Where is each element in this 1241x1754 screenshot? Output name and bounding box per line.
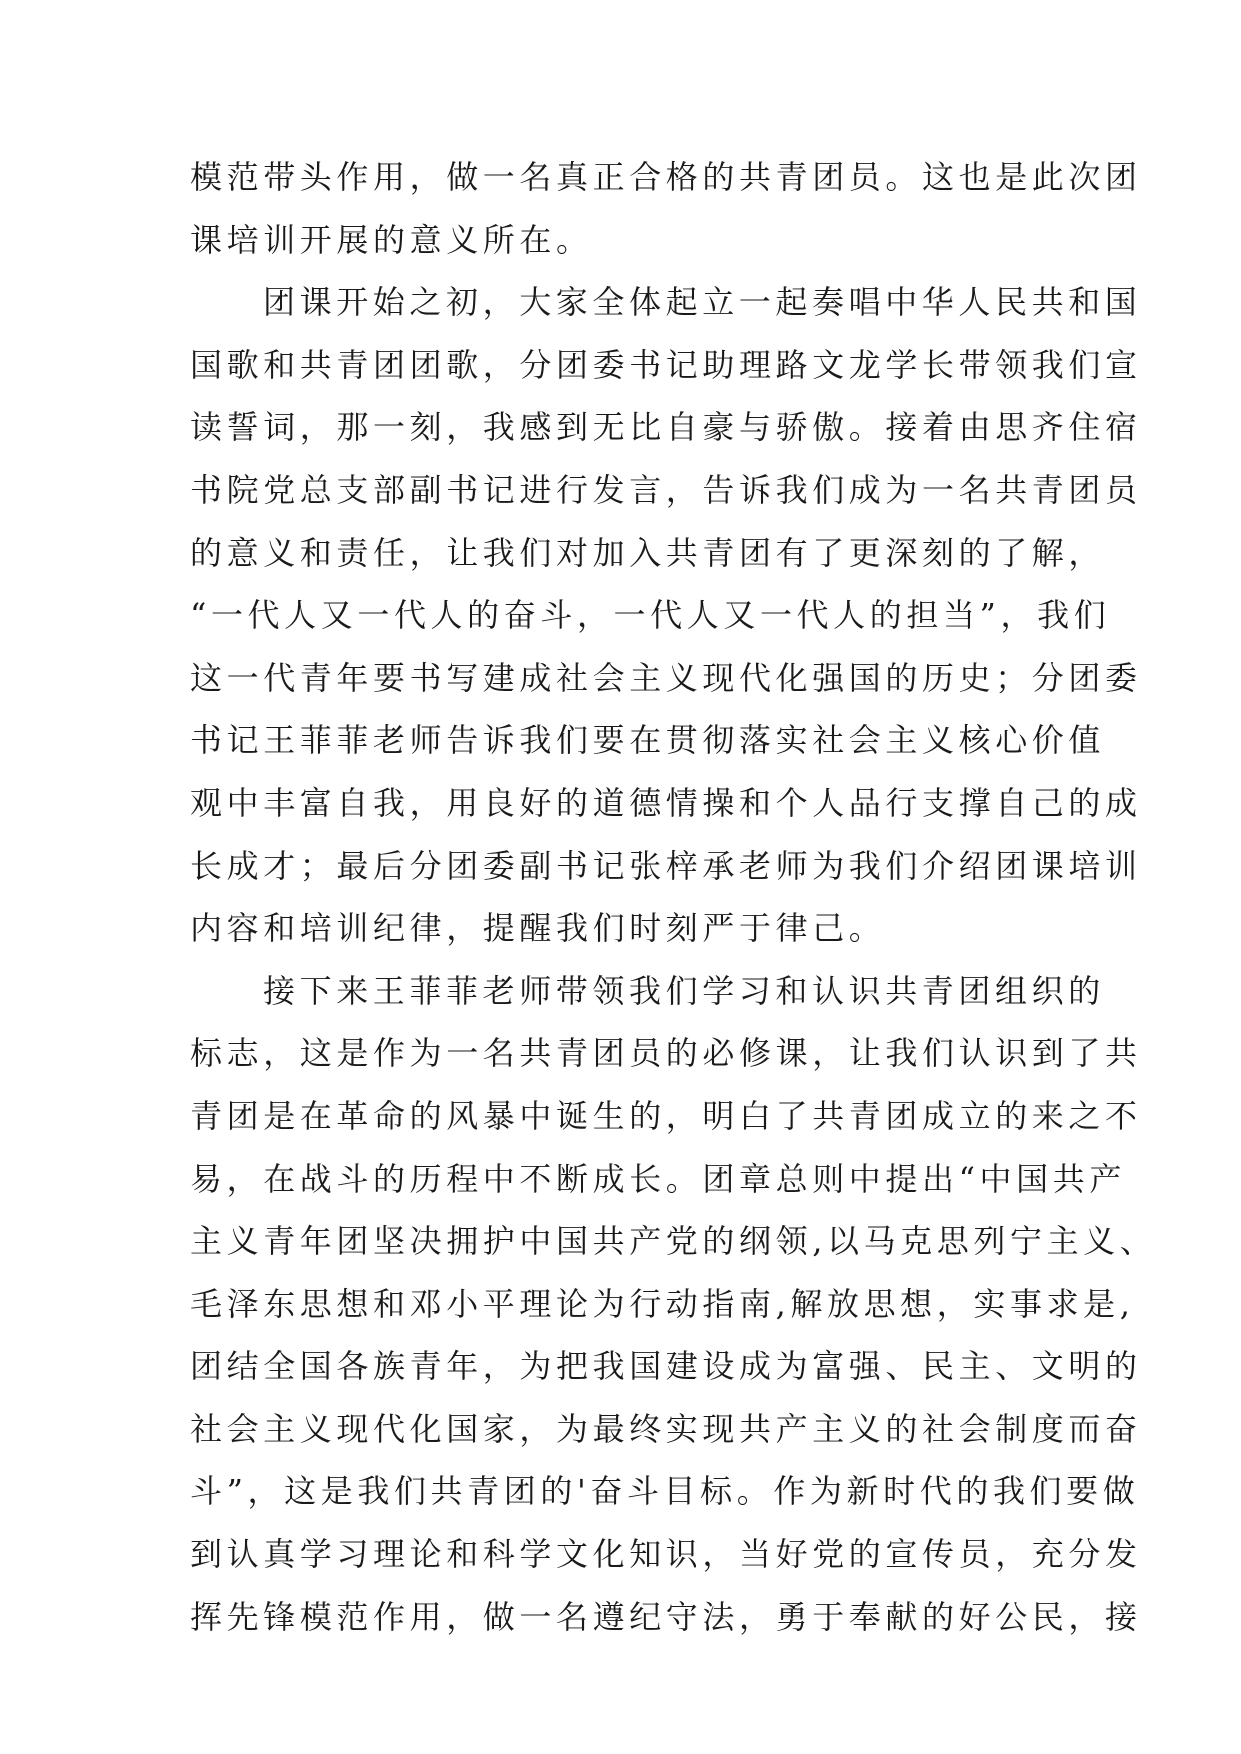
- text-line: 观中丰富自我，用良好的道德情操和个人品行支撑自己的成: [190, 783, 1142, 822]
- text-line: 毛泽东思想和邓小平理论为行动指南,解放思想，实事求是,: [190, 1284, 1135, 1323]
- text-line: 读誓词，那一刻，我感到无比自豪与骄傲。接着由思齐住宿: [190, 408, 1142, 447]
- text-line: 国歌和共青团团歌，分团委书记助理路文龙学长带领我们宣: [190, 345, 1142, 384]
- text-line: 挥先锋模范作用，做一名遵纪守法，勇于奉献的好公民，接: [190, 1597, 1142, 1636]
- text-line: 课培训开展的意义所在。: [190, 220, 593, 259]
- text-line: 到认真学习理论和科学文化知识，当好党的宣传员，充分发: [190, 1535, 1142, 1574]
- text-line: 团课开始之初，大家全体起立一起奏唱中华人民共和国: [263, 283, 1142, 322]
- text-line: 易，在战斗的历程中不断成长。团章总则中提出“中国共产: [190, 1159, 1126, 1198]
- text-line: 青团是在革命的风暴中诞生的，明白了共青团成立的来之不: [190, 1096, 1142, 1135]
- text-line: 书记王菲菲老师告诉我们要在贯彻落实社会主义核心价值: [190, 721, 1106, 760]
- text-line: 书院党总支部副书记进行发言，告诉我们成为一名共青团员: [190, 470, 1142, 509]
- text-line: 社会主义现代化国家，为最终实现共产主义的社会制度而奋: [190, 1409, 1142, 1448]
- text-line: 的意义和责任，让我们对加入共青团有了更深刻的了解，: [190, 533, 1106, 572]
- text-line: 这一代青年要书写建成社会主义现代化强国的历史；分团委: [190, 658, 1142, 697]
- text-line: 长成才；最后分团委副书记张梓承老师为我们介绍团课培训: [190, 846, 1142, 885]
- text-line: 团结全国各族青年，为把我国建设成为富强、民主、文明的: [190, 1347, 1142, 1386]
- text-line: 斗”，这是我们共青团的'奋斗目标。作为新时代的我们要做: [190, 1472, 1140, 1511]
- text-line: “一代人又一代人的奋斗，一代人又一代人的担当”，我们: [190, 596, 1111, 635]
- text-line: 标志，这是作为一名共青团员的必修课，让我们认识到了共: [190, 1034, 1142, 1073]
- body-text: [190, 146, 1157, 1648]
- text-line: 内容和培训纪律，提醒我们时刻严于律己。: [190, 909, 886, 948]
- text-line: 接下来王菲菲老师带领我们学习和认识共青团组织的: [263, 971, 1105, 1010]
- text-line: 主义青年团坚决拥护中国共产党的纲领,以马克思列宁主义、: [190, 1222, 1157, 1261]
- text-line: 模范带头作用，做一名真正合格的共青团员。这也是此次团: [190, 158, 1142, 196]
